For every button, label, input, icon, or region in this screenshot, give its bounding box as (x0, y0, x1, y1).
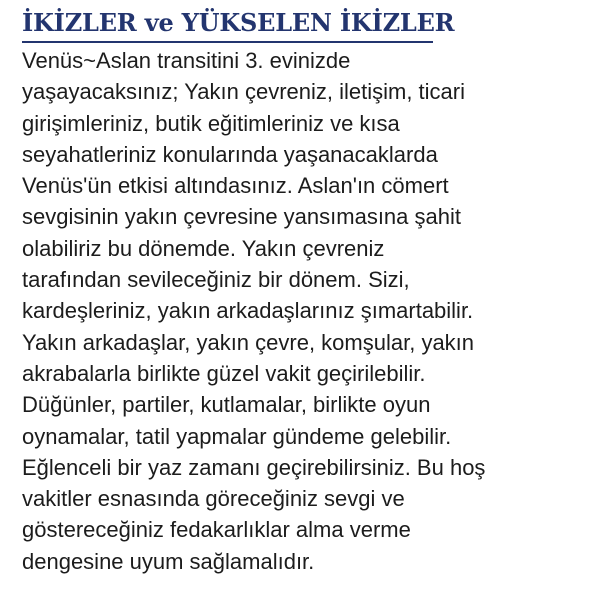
text-line: akrabalarla birlikte güzel vakit geçirilebilir. (22, 360, 426, 386)
text-line: Düğünler, partiler, kutlamalar, birlikte oyun (22, 392, 431, 418)
text-line: oynamalar, tatil yapmalar gündeme gelebilir. (22, 423, 452, 449)
text-line: Eğlenceli bir yaz zamanı geçirebilirsiniz. Bu hoş (22, 454, 486, 480)
text-line: tarafından sevileceğiniz bir dönem. Sizi, (22, 267, 410, 293)
text-line: yaşayacaksınız; Yakın çevreniz, iletişim, ticari (22, 79, 466, 105)
text-line: Venüs~Aslan transitini 3. evinizde (22, 48, 351, 73)
text-line: dengesine uyum sağlamalıdır. (22, 548, 315, 574)
text-line: Venüs'ün etkisi altındasınız. Aslan'ın cömert (22, 173, 449, 199)
text-line: göstereceğiniz fedakarlıklar alma verme (22, 517, 411, 543)
heading-underline (22, 41, 433, 43)
text-line: kardeşleriniz, yakın arkadaşlarınız şımartabilir. (22, 298, 474, 324)
text-line: girişimleriniz, butik eğitimleriniz ve kısa (22, 110, 400, 136)
text-line: sevgisinin yakın çevresine yansımasına şahit (22, 204, 461, 230)
text-line: seyahatleriniz konularında yaşanacaklarda (22, 141, 438, 167)
text-line: vakitler esnasında göreceğiniz sevgi ve (22, 486, 405, 512)
text-line: Yakın arkadaşlar, yakın çevre, komşular, yakın (22, 329, 475, 355)
text-line: olabiliriz bu dönemde. Yakın çevreniz (22, 235, 385, 261)
horoscope-paragraph (22, 45, 607, 577)
section-heading: İKİZLER ve YÜKSELEN İKİZLER (22, 8, 455, 37)
